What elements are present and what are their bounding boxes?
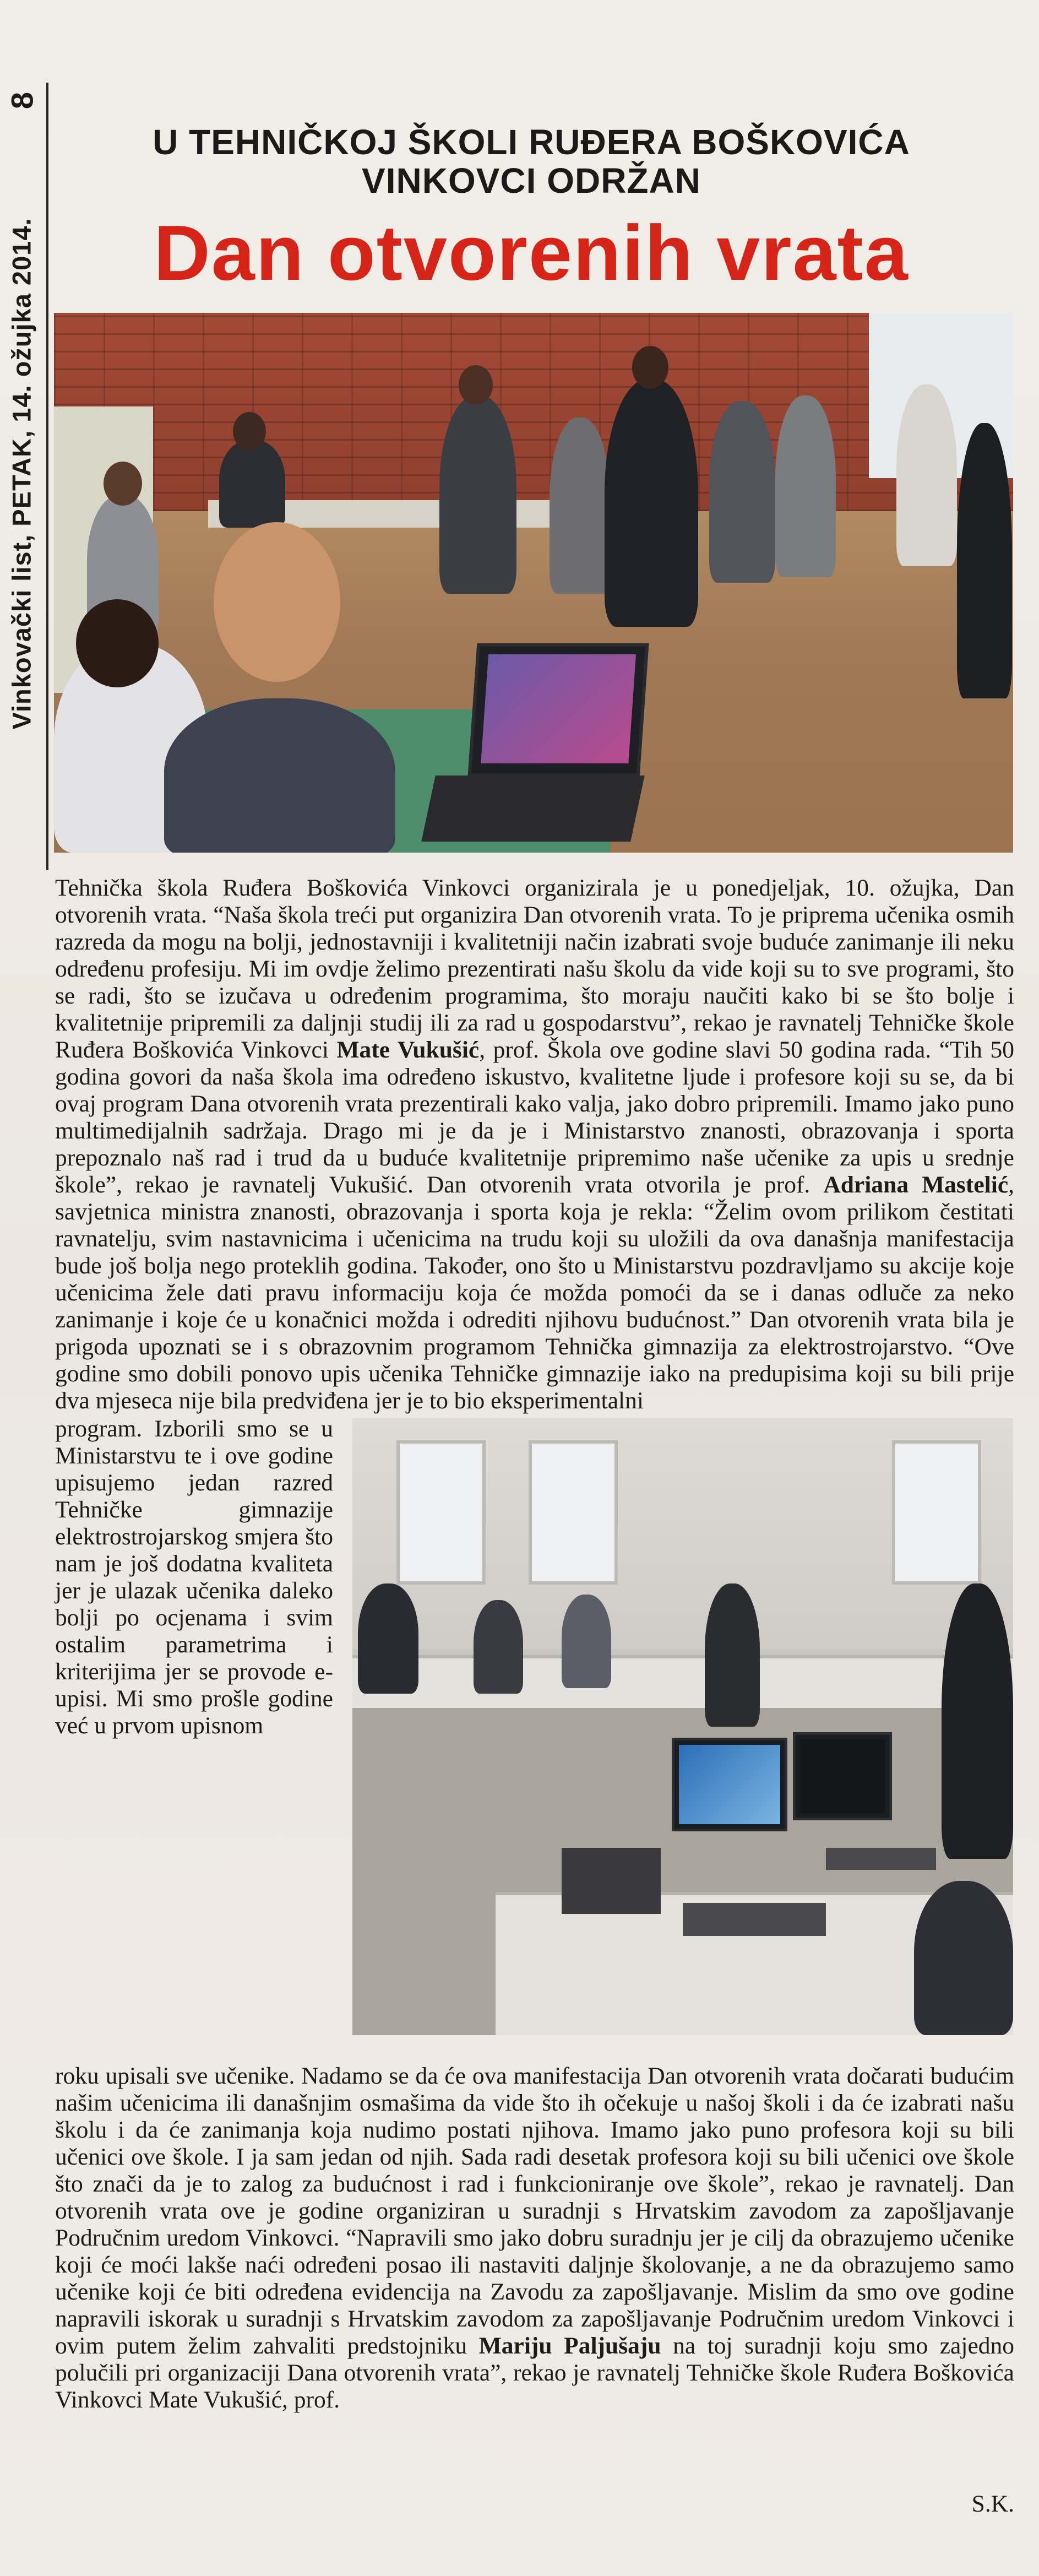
photo-person bbox=[942, 1583, 1013, 1859]
photo-person bbox=[474, 1600, 523, 1694]
photo-person-head bbox=[76, 599, 159, 687]
page-number: 8 bbox=[4, 91, 40, 110]
photo-students-open-day bbox=[54, 313, 1013, 853]
person-name: Mate Vukušić bbox=[336, 1037, 480, 1063]
photo-computer-case bbox=[562, 1848, 661, 1914]
photo-person bbox=[914, 1881, 1013, 2035]
photo-person bbox=[896, 384, 957, 566]
text-run: na toj suradnji koju smo zajedno polučili pri organizaciji Dana otvorenih vrata”, rekao je ravnatelj Tehničke škole Ruđera Boškovića Vinkovci Mate Vukušić, prof. bbox=[55, 2333, 1015, 2413]
author-signature: S.K. bbox=[971, 2491, 1014, 2517]
masthead-divider bbox=[46, 83, 48, 870]
photo-person bbox=[605, 379, 698, 627]
photo-person bbox=[164, 698, 395, 853]
article-body-part-3 bbox=[55, 2063, 1014, 2531]
photo-keyboard bbox=[683, 1903, 826, 1936]
photo-keyboard bbox=[826, 1848, 936, 1870]
text-run: , prof. Škola ove godine slavi 50 godina rada. “Tih 50 godina govori da naša škola ima određeno iskustvo, kvalitetne ljude i profesore koji su se, da bi ovaj program Dana otvorenih vrata prezentirali kako valja, jako dobro pripremili. Imamo jako puno multimedijalnih sadržaja. Drago mi je da je i Ministarstvo znanosti, obrazovanja i sporta prepoznalo naš rad i trud da u buduće kvalitetnije pripremimo naše učenike za upis u srednje škole”, rekao je ravnatelj Vukušić. Dan otvorenih vrata otvorila je prof. bbox=[55, 1037, 1014, 1198]
publication-line: Vinkovački list, PETAK, 14. ožujka 2014. bbox=[7, 218, 36, 730]
kicker-line-1: U TEHNIČKOJ ŠKOLI RUĐERA BOŠKOVIĆA bbox=[153, 122, 910, 162]
photo-monitor bbox=[793, 1732, 892, 1820]
photo-person-head bbox=[214, 522, 340, 682]
photo-person bbox=[550, 417, 610, 594]
person-name: Mariju Paljušaju bbox=[478, 2333, 661, 2359]
photo-monitor bbox=[672, 1738, 787, 1831]
photo-window bbox=[529, 1440, 618, 1585]
photo-person-head bbox=[104, 462, 142, 506]
text-run: program. Izborili smo se u Ministarstvu te i ove godine upisujemo jedan razred Tehničke gimnazije elektrostrojarskog smjera što nam je još dodatna kvaliteta jer je ulazak učenika daleko bolji po ocjenama i svim ostalim parametrima i kriterijima jer se provode e-upisi. Mi smo prošle godine već u prvom upisnom bbox=[55, 1416, 333, 1739]
kicker-line-2: VINKOVCI ODRŽAN bbox=[362, 161, 701, 200]
article-body-part-2 bbox=[55, 1416, 333, 2076]
photo-window bbox=[396, 1440, 486, 1585]
photo-person bbox=[439, 395, 516, 594]
text-run: roku upisali sve učenike. Nadamo se da će ova manifestacija Dan otvorenih vrata dočarati budućim našim učenicima ili današnjim osmašima da vide što ih očekuje u našoj školi i da će izabrati našu školu i da će zanimanja koja nudimo postati njihova. Imamo jako puno profesora koji su bili učenici ove škole. I ja sam jedan od njih. Sada radi desetak profesora koji su bili učenici ove škole što znači da je to zalog za budućnost i rad i funkcioniranje ove škole”, rekao je ravnatelj. Dan otvorenih vrata ove je godine organiziran u suradnji s Hrvatskim zavodom za zapošljavanje Područnim uredom Vinkovci. “Napravili smo jako dobru suradnju jer je cilj da obrazujemo učenike koji će moći lakše naći određeni posao ili nastaviti daljnje školovanje, a ne da obrazujemo samo učenike koji će biti određena evidencija na Zavodu za zapošljavanje. Mislim da smo ove godine napravili iskorak u suradnji s Hrvatskim zavodom za zapošljavanje Područnim uredom Vinkovci i ovim putem želim zahvaliti predstojniku bbox=[55, 2063, 1014, 2359]
person-name: Adriana Mastelić bbox=[823, 1172, 1009, 1198]
photo-keyboard bbox=[421, 775, 645, 842]
photo-person bbox=[219, 440, 285, 528]
photo-person bbox=[709, 401, 775, 583]
masthead-strip bbox=[0, 83, 43, 865]
text-run: , savjetnica ministra znanosti, obrazovanja i sporta koja je rekla: “Želim ovom prilikom čestitati ravnatelju, svim nastavnicima i učenicima na trudu koji su uložili da ova današnja manifestacija bude još bolja nego proteklih godina. Također, ono što u Ministarstvu pozdravljamo su akcije koje učenicima žele dati pravu informaciju koja će možda pomoći da se i danas odluče za neko zanimanje i koje će u konačnici možda i odrediti njihovu budućnost.” Dan otvorenih vrata bila je prigoda upoznati se i s obrazovnim programom Tehnička gimnazija za elektrostrojarstvo. “Ove godine smo dobili ponovo upis učenika Tehničke gimnazije iako na predupisima koji su bili prije dva mjeseca nije bila predviđena jer je to bio eksperimentalni bbox=[55, 1172, 1015, 1414]
photo-desk bbox=[352, 1655, 1013, 1708]
photo-laptop bbox=[468, 643, 649, 777]
photo-person bbox=[358, 1583, 418, 1694]
photo-person-head bbox=[632, 346, 668, 389]
photo-person bbox=[562, 1595, 611, 1688]
photo-computer-classroom bbox=[352, 1418, 1013, 2035]
photo-window bbox=[892, 1440, 981, 1585]
headline: Dan otvorenih vrata bbox=[154, 209, 909, 297]
photo-person bbox=[957, 423, 1012, 698]
photo-person-head bbox=[233, 412, 266, 451]
photo-person bbox=[775, 395, 836, 577]
photo-person bbox=[705, 1583, 760, 1727]
text-run: Tehnička škola Ruđera Boškovića Vinkovci organizirala je u ponedjeljak, 10. ožujka, Dan otvorenih vrata. “Naša škola treći put organizira Dan otvorenih vrata. To je priprema učenika osmih razreda da mogu na bolji, jednostavniji i kvalitetniji način izabrati svoje buduće zanimanje ili neku određenu profesiju. Mi im ovdje želimo prezentirati našu školu da vide koji su to sve programi, što se radi, što se izučava u određenim programima, što moraju naučiti kako bi se što bolje i kvalitetnije pripremili za daljnji studij ili za rad u gospodarstvu”, rekao je ravnatelj Tehničke škole Ruđera Boškovića Vinkovci bbox=[55, 875, 1014, 1063]
photo-person-head bbox=[459, 365, 493, 405]
